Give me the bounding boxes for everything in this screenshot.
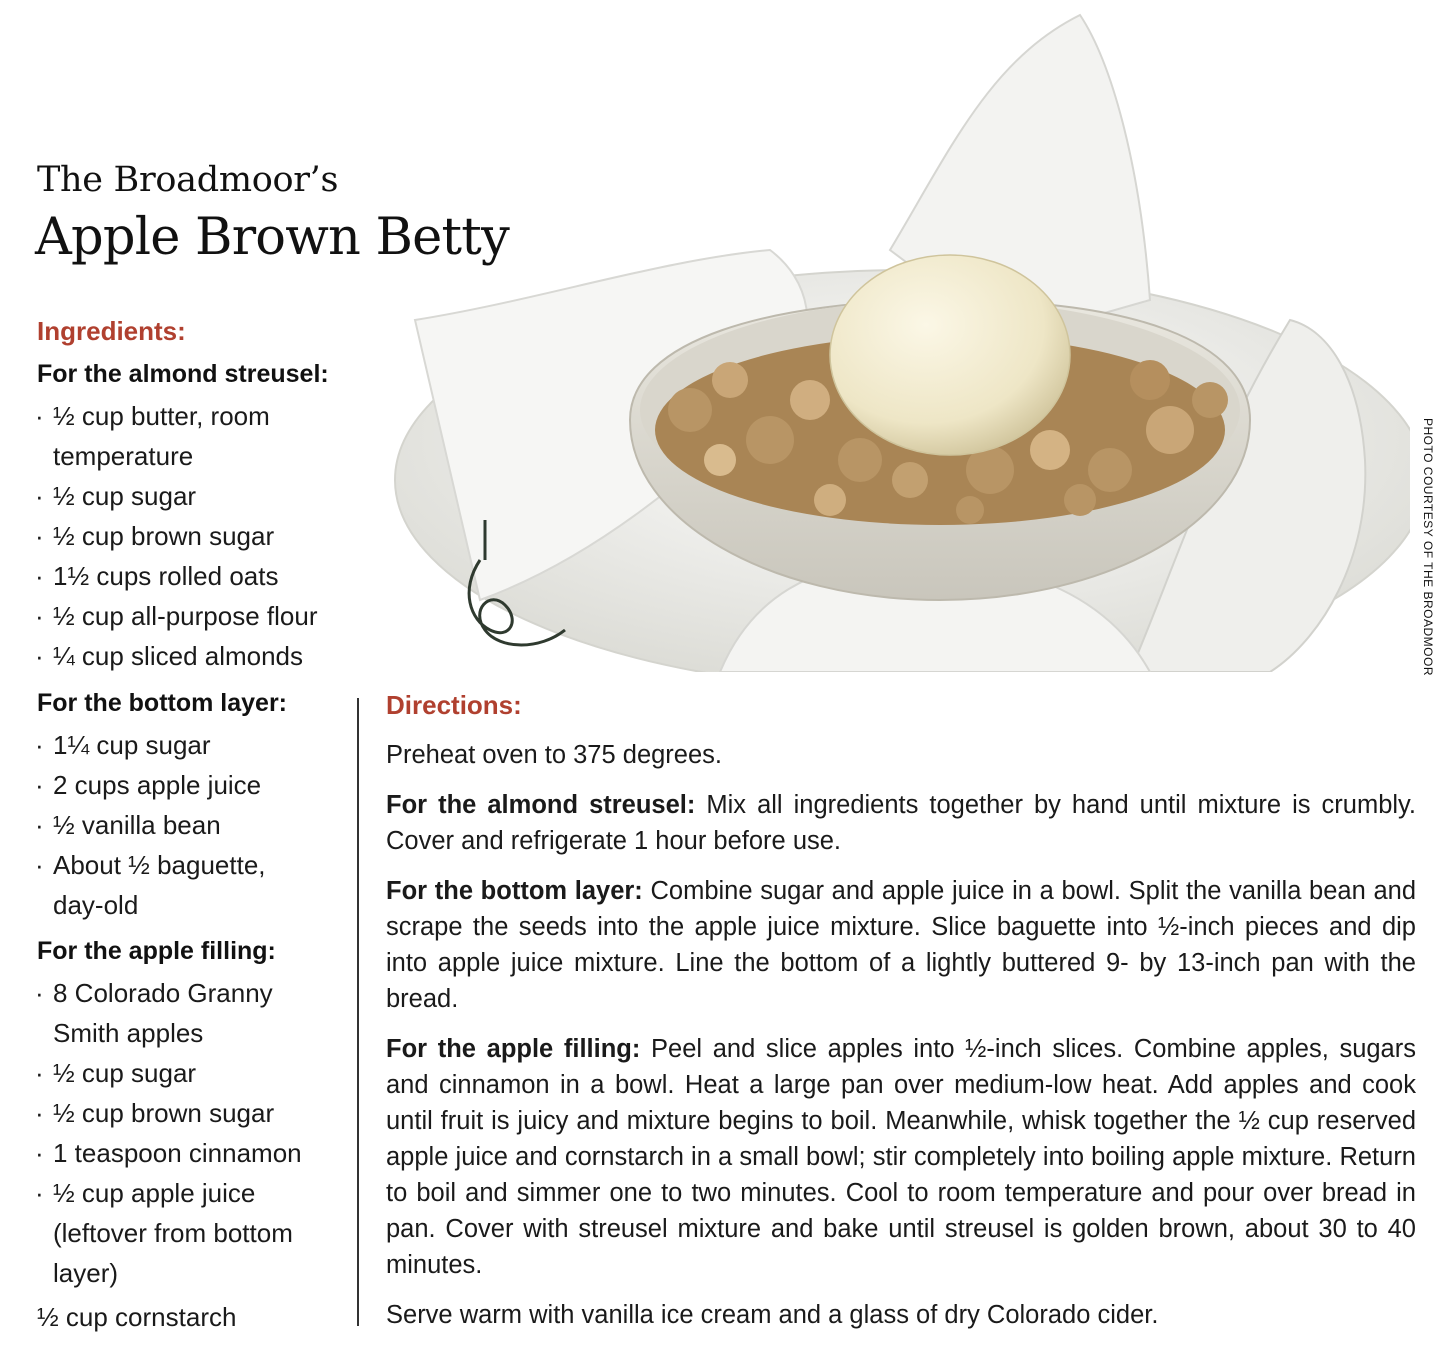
list-item: · 1 teaspoon cinnamon xyxy=(35,1138,302,1168)
bottom-layer-step xyxy=(386,873,1416,1017)
recipe-title: Apple Brown Betty xyxy=(35,208,509,267)
almond-streusel-step xyxy=(386,787,1416,859)
list-item: · ½ vanilla bean xyxy=(35,810,221,840)
photo-credit: PHOTO COURTESY OF THE BROADMOOR xyxy=(1421,418,1435,676)
apple-filling-step xyxy=(386,1031,1416,1283)
step-label: For the apple filling: xyxy=(386,1035,641,1063)
apple-filling-heading: For the apple filling: xyxy=(37,937,276,965)
serve-step: Serve warm with vanilla ice cream and a glass of dry Colorado cider. xyxy=(386,1301,1159,1329)
list-item: · 1¼ cup sugar xyxy=(35,730,211,760)
step-label: For the almond streusel: xyxy=(386,791,696,819)
step-label: For the bottom layer: xyxy=(386,877,643,905)
list-item: · ½ cup sugar xyxy=(35,481,197,511)
list-item: · 1½ cups rolled oats xyxy=(35,561,279,591)
list-item: · ½ cup butter, room temperature xyxy=(35,401,270,471)
step-text: Combine sugar and apple juice in a bowl. Split the vanilla bean and scrape the seeds into the apple juice mixture. Slice baguette into ½-inch pieces and dip into apple juice mixture. Line the bottom of a lightly buttered 9- by 13-inch pan with the bread. xyxy=(386,877,1417,1013)
step-text: Peel and slice apples into ½-inch slices. Combine apples, sugars and cinnamon in a bowl. Heat a large pan over medium-low heat. Add apples and cook until fruit is juicy and mixture begins to boil. Meanwhile, whisk together the ½ cup reserved apple juice and cornstarch in a small bowl; stir completely into boiling apple mixture. Return to boil and simmer one to two minutes. Cool to room temperature and pour over bread in pan. Cover with streusel mixture and bake until streusel is golden brown, about 30 to 40 minutes. xyxy=(386,1035,1416,1279)
ice-cream-scoop xyxy=(830,255,1070,455)
list-item: · ½ cup sugar xyxy=(35,1058,197,1088)
preheat-step: Preheat oven to 375 degrees. xyxy=(386,741,722,769)
bottom-layer-heading: For the bottom layer: xyxy=(37,689,288,717)
ingredients-heading: Ingredients: xyxy=(37,316,186,346)
cornstarch-line: ½ cup cornstarch xyxy=(37,1302,237,1332)
title-line-1: The Broadmoor’s xyxy=(37,160,339,200)
directions-heading: Directions: xyxy=(386,690,522,720)
list-item: · ½ cup apple juice (leftover from bottom layer) xyxy=(35,1178,293,1288)
dessert-photo xyxy=(390,0,1410,672)
directions-section xyxy=(386,690,1416,1347)
apple-filling-list xyxy=(35,973,355,1293)
bottom-layer-list xyxy=(35,725,355,925)
list-item: · ½ cup brown sugar xyxy=(35,521,275,551)
column-divider xyxy=(357,698,359,1326)
list-item: · ½ cup brown sugar xyxy=(35,1098,275,1128)
list-item: · ¼ cup sliced almonds xyxy=(35,641,304,671)
list-item: · About ½ baguette, day-old xyxy=(35,850,266,920)
almond-streusel-heading: For the almond streusel: xyxy=(37,360,329,388)
list-item: · 2 cups apple juice xyxy=(35,770,262,800)
list-item: · ½ cup all-purpose flour xyxy=(35,601,318,631)
step-text: Mix all ingredients together by hand until mixture is crumbly. Cover and refrigerate 1 hour before use. xyxy=(386,791,1417,855)
almond-streusel-list xyxy=(35,396,355,676)
list-item: · 8 Colorado Granny Smith apples xyxy=(35,978,273,1048)
